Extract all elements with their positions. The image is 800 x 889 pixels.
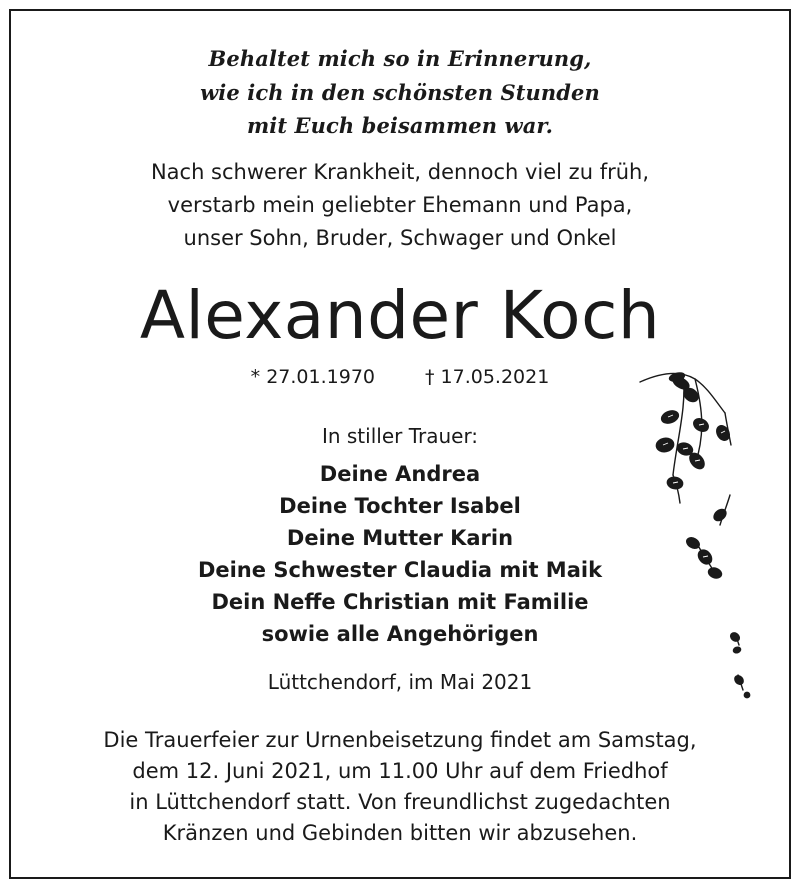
funeral-line-2: dem 12. Juni 2021, um 11.00 Uhr auf dem Friedhof bbox=[132, 759, 668, 783]
mourning-heading: In stiller Trauer: bbox=[321, 424, 479, 448]
intro-line-3: unser Sohn, Bruder, Schwager und Onkel bbox=[183, 226, 617, 250]
mourner-6: sowie alle Angehörigen bbox=[261, 622, 539, 646]
mourner-4: Deine Schwester Claudia mit Maik bbox=[197, 558, 603, 582]
intro-line-1: Nach schwerer Krankheit, dennoch viel zu früh, bbox=[150, 160, 650, 184]
mourner-5: Dein Neffe Christian mit Familie bbox=[211, 590, 589, 614]
funeral-line-3: in Lüttchendorf statt. Von freundlichst zugedachten bbox=[129, 790, 671, 814]
motto-line-2: wie ich in den schönsten Stunden bbox=[200, 80, 600, 105]
mourner-1: Deine Andrea bbox=[319, 462, 481, 486]
mourner-3: Deine Mutter Karin bbox=[286, 526, 514, 550]
place-date: Lüttchendorf, im Mai 2021 bbox=[267, 670, 533, 694]
deceased-name: Alexander Koch bbox=[139, 277, 661, 354]
birth-date: * 27.01.1970 bbox=[250, 366, 375, 388]
funeral-line-4: Kränzen und Gebinden bitten wir abzusehen. bbox=[162, 821, 638, 845]
birch-branch-icon bbox=[635, 365, 765, 710]
death-date: † 17.05.2021 bbox=[425, 366, 550, 388]
motto-line-1: Behaltet mich so in Erinnerung, bbox=[208, 46, 592, 71]
intro-line-2: verstarb mein geliebter Ehemann und Papa, bbox=[167, 193, 633, 217]
mourner-2: Deine Tochter Isabel bbox=[279, 494, 521, 518]
motto-line-3: mit Euch beisammen war. bbox=[246, 113, 554, 138]
funeral-line-1: Die Trauerfeier zur Urnenbeisetzung findet am Samstag, bbox=[103, 728, 697, 752]
